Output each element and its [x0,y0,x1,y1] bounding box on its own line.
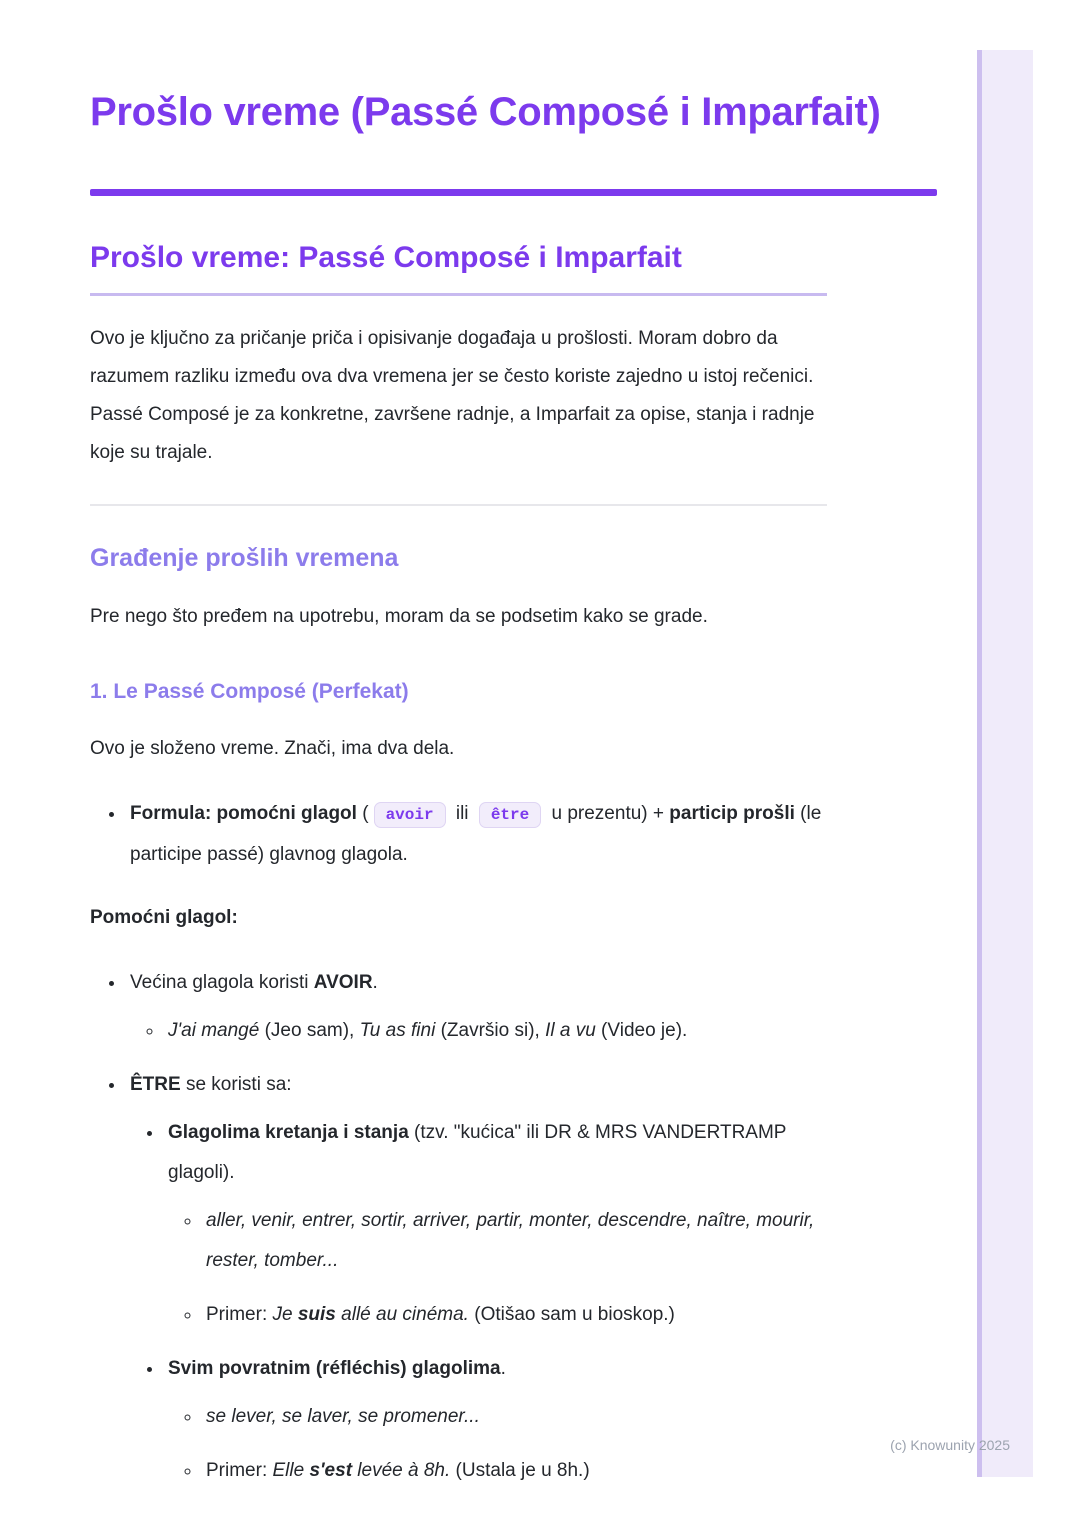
list-item: • Svim povratnim (réfléchis) glagolima. ◦ se lever, se laver, se promener... ◦ Primer: Elle s'est levée à 8h. (Ustala je u 8h.) [164,1349,827,1491]
list-item: • ÊTRE se koristi sa: • Glagolima kretanja i stanja (tzv. "kućica" ili DR & MRS VANDERTRAMP glagoli). ◦ aller, venir, entrer, sortir, arriver, partir, monter, descendre, naître, mourir, rester, tomber... ◦ Primer: Je suis allé au cinéma. (Otišao sam u bioskop.) • Svim povratnim (réfléchis) glagolima. ◦ se lever, se laver, se promener... ◦ Primer: Elle s'est levée à 8h. (Ustala je u 8h.) [126,1065,827,1491]
paragraph [90,899,827,937]
bullet-list [130,1113,827,1491]
paragraph: Ovo je složeno vreme. Znači, ima dva dela. [90,737,455,759]
text-run: allé au cinéma. [335,1303,469,1325]
subsection-title-gradenje: Građenje prošlih vremena [90,543,399,572]
text-run: se lever, se laver, se promener... [206,1405,480,1427]
inline-code-chip: avoir [374,802,446,828]
text-run: levée à 8h. [352,1459,451,1481]
text-run: s'est [309,1459,353,1481]
text-run: Tu as fini [359,1019,436,1041]
bullet-list [168,1201,827,1335]
text-run: aller, venir, entrer, sortir, arriver, partir, monter, descendre, naître, mourir, rester, tomber... [206,1209,815,1271]
text-run: Svim povratnim (réfléchis) glagolima [168,1357,501,1379]
list-item: • Glagolima kretanja i stanja (tzv. "kućica" ili DR & MRS VANDERTRAMP glagoli). ◦ aller, venir, entrer, sortir, arriver, partir, monter, descendre, naître, mourir, rester, tomber... ◦ Primer: Je suis allé au cinéma. (Otišao sam u bioskop.) [164,1113,827,1335]
section-title: Prošlo vreme: Passé Composé i Imparfait [90,238,827,296]
text-run: Elle [272,1459,310,1481]
title-rule [90,189,937,196]
document-content [90,86,937,1491]
list-item: • Većina glagola koristi AVOIR. ◦ J'ai mangé (Jeo sam), Tu as fini (Završio si), Il a vu (Video je). [126,963,827,1051]
bullet-list [168,1397,827,1491]
minor-title-passe-compose: 1. Le Passé Composé (Perfekat) [90,680,409,704]
page-title: Prošlo vreme (Passé Composé i Imparfait) [90,90,881,134]
paragraph: Pre nego što pređem na upotrebu, moram da se podsetim kako se grade. [90,606,708,628]
list-item: ◦ Primer: Je suis allé au cinéma. (Otišao sam u bioskop.) [202,1295,827,1335]
document-body [90,238,827,1491]
paragraph: Ovo je ključno za pričanje priča i opisivanje događaja u prošlosti. Moram dobro da razumem razliku između ova dva vremena jer se često koriste zajedno u istoj rečenici. Passé Composé je za konkretne, završene radnje, a Imparfait za opise, stanja i radnje koje su trajale. [90,327,815,463]
text-run: Formula: pomoćni glagol [130,802,357,824]
copyright: (c) Knowunity 2025 [890,1437,1010,1453]
list-item [202,1201,827,1281]
text-run: particip prošli [669,802,795,824]
inline-code-chip: être [479,802,541,828]
text-run: Il a vu [545,1019,596,1041]
text-run: Pomoćni glagol: [90,906,238,928]
list-item: ◦ J'ai mangé (Jeo sam), Tu as fini (Završio si), Il a vu (Video je). [164,1011,827,1051]
text-run: J'ai mangé [168,1019,260,1041]
section-divider [90,504,827,506]
text-run: suis [297,1303,336,1325]
list-item [202,1397,827,1437]
text-run: Glagolima kretanja i stanja [168,1121,409,1143]
list-item: • Formula: pomoćni glagol ( avoir ili être u prezentu) + particip prošli (le participe passé) glavnog glagola. [126,794,827,875]
bullet-list [130,1011,827,1051]
text-run: AVOIR [313,971,373,993]
bullet-list [90,963,827,1491]
next-page-preview[interactable] [977,50,1033,1477]
text-run: Je [272,1303,298,1325]
list-item: ◦ Primer: Elle s'est levée à 8h. (Ustala je u 8h.) [202,1451,827,1491]
text-run: ÊTRE [130,1073,181,1095]
bullet-list [90,794,827,875]
